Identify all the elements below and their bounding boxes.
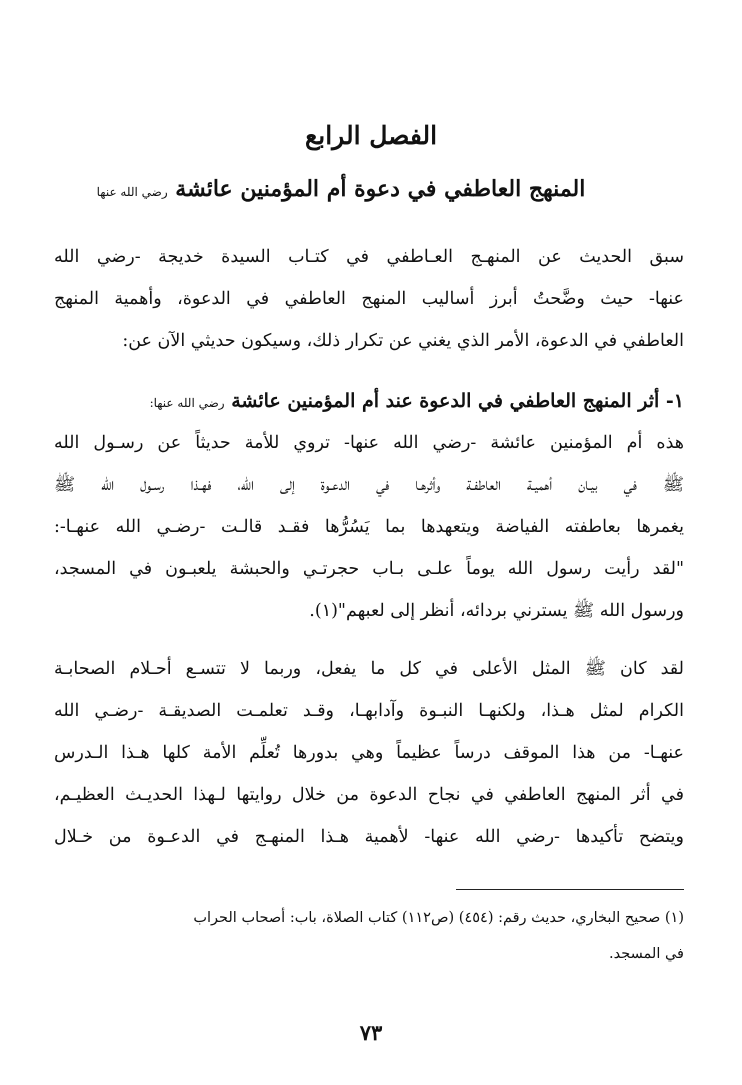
- analysis-line: عنهـا- من هذا الموقف درساً عظيماً وهي بدورها تُعلِّم الأمة كلها هـذا الـدرس: [54, 743, 684, 763]
- analysis-line: الكرام لمثل هـذا، ولكنهـا النبـوة وآدابهـا، وقـد تعلمـت الصديقـة -رضـي الله: [54, 701, 684, 721]
- hadith-line: ورسول الله ﷺ يسترني بردائه، أنظر إلى لعبهم"(١).: [309, 601, 684, 621]
- subheading-honorific: رضي الله عنها:: [149, 396, 225, 410]
- footnote: [54, 900, 684, 972]
- footnote-line: في المسجد.: [609, 946, 684, 962]
- analysis-line: لقد كان ﷺ المثل الأعلى في كل ما يفعل، وربما لا تتسـع أحـلام الصحابـة: [54, 659, 684, 679]
- subheading-line: [54, 380, 684, 422]
- hadith-line: يغمرها بعاطفته الفياضة ويتعهدها بما يَسُرُّها فقـد قالـت -رضـي الله عنهـا-:: [54, 517, 684, 537]
- analysis-line: ويتضح تأكيدها -رضي الله عنها- لأهمية هـذا المنهـج في الدعـوة من خـلال: [54, 827, 684, 847]
- subheading: [54, 380, 684, 422]
- analysis-line: في أثر المنهج العاطفي في نجاح الدعوة من خلال روايتها لـهذا الحديـث العظيـم،: [54, 785, 684, 805]
- intro-line: عنها- حيث وضَّحتُ أبرز أساليب المنهج العاطفي في الدعوة، وأهمية المنهج: [54, 289, 684, 309]
- footnote-divider: [456, 889, 684, 890]
- hadith-line: هذه أم المؤمنين عائشة -رضي الله عنها- تروي للأمة حديثاً عن رسـول الله: [54, 433, 684, 453]
- footnote-line: (١) صحيح البخاري، حديث رقم: (٤٥٤) (ص١١٢) كتاب الصلاة، باب: أصحاب الحراب: [193, 910, 684, 926]
- hadith-line: ﷺ في بيـان أهميـة العاطفـة وأثرهـا في الدعـوة إلى الله، فهـذا رسـول الله ﷺ: [54, 475, 684, 495]
- section-title: [60, 172, 622, 209]
- hadith-line: "لقد رأيت رسول الله يوماً علـى بـاب حجرتـي والحبشة يلعبـون في المسجد،: [54, 559, 684, 579]
- section-title-honorific: رضي الله عنها: [96, 185, 168, 199]
- subheading-text: ١- أثر المنهج العاطفي في الدعوة عند أم المؤمنين عائشة: [231, 390, 684, 412]
- intro-line: سبق الحديث عن المنهـج العـاطفي في كتـاب السيدة خديجة -رضي الله: [54, 247, 684, 267]
- intro-line: العاطفي في الدعوة، الأمر الذي يغني عن تكرار ذلك، وسيكون حديثي الآن عن:: [122, 331, 684, 351]
- page-number: ٧٣: [359, 1020, 383, 1045]
- section-title-text: المنهج العاطفي في دعوة أم المؤمنين عائشة: [175, 176, 586, 202]
- chapter-title: الفصل الرابع: [304, 121, 438, 150]
- analysis-paragraph: [54, 648, 684, 858]
- intro-paragraph: [54, 236, 684, 362]
- hadith-paragraph: [54, 422, 684, 632]
